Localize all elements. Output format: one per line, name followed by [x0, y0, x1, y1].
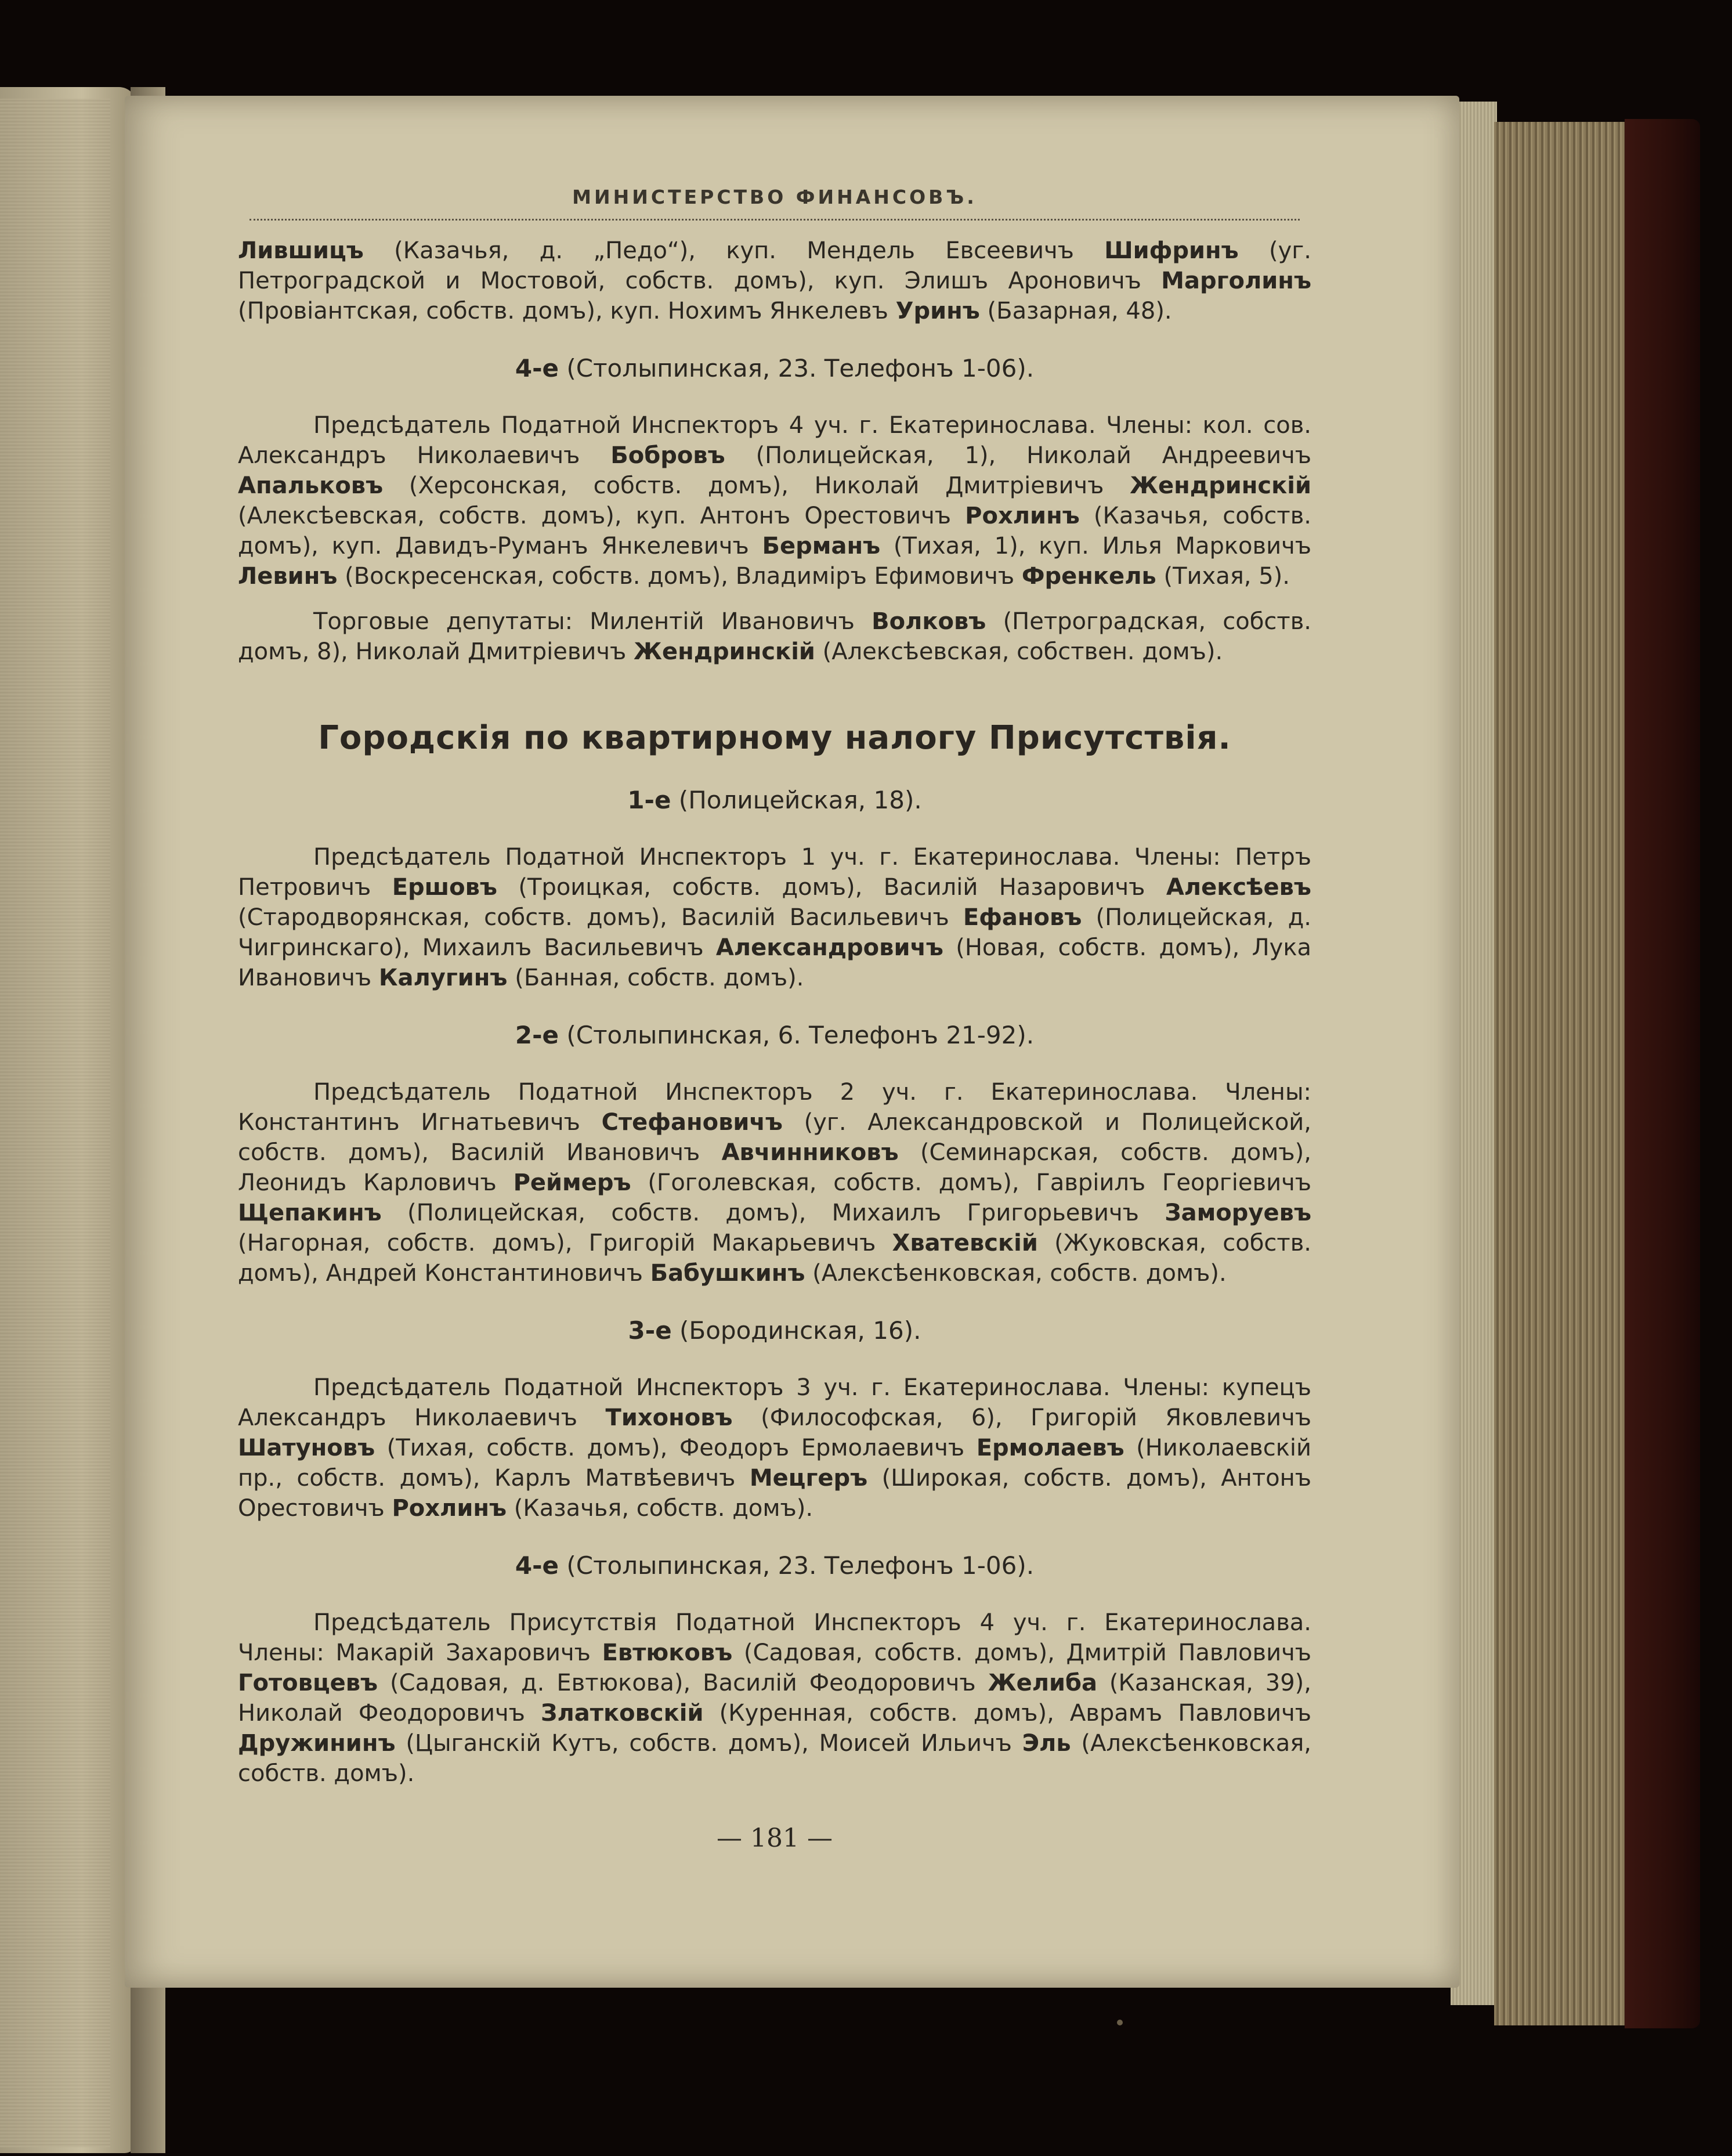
name: Дружининъ — [238, 1730, 396, 1757]
text: (Жуковская, собств. домъ), Андрей Константиновичъ — [238, 1230, 1311, 1287]
header-rule — [250, 219, 1300, 221]
name: Златковскій — [541, 1700, 704, 1727]
text: (Алексѣевская, собств. домъ), куп. Антонъ Орестовичъ — [238, 503, 966, 529]
members-paragraph — [238, 1608, 1311, 1789]
subsection-heading — [238, 1551, 1311, 1580]
text: (уг. Александровской и Полицейской, собств. домъ), Василій Ивановичъ — [238, 1109, 1312, 1166]
intro-paragraph — [238, 236, 1311, 326]
text: (Семинарская, собств. домъ), Леонидъ Карловичъ — [238, 1139, 1311, 1196]
text: (Нагорная, собств. домъ), Григорій Макарьевичъ — [238, 1230, 892, 1256]
name: Бабушкинъ — [650, 1260, 805, 1287]
ink-speck — [1117, 2020, 1123, 2025]
name: Стефановичъ — [601, 1109, 783, 1136]
name: Бобровъ — [610, 442, 725, 469]
name: Алексѣевъ — [1166, 874, 1311, 901]
name: Готовцевъ — [238, 1670, 378, 1696]
subsection-number: 2-е — [515, 1021, 559, 1049]
members-paragraph — [238, 1077, 1311, 1288]
members-paragraph — [238, 842, 1311, 993]
text: (Полицейская, собств. домъ), Михаилъ Григорьевичъ — [381, 1200, 1165, 1226]
subsection-heading — [238, 354, 1311, 382]
text: (Цыганскій Кутъ, собств. домъ), Моисей Ильичъ — [395, 1730, 1022, 1757]
text: Предсѣдатель Податной Инспекторъ 2 уч. г. Екатеринослава. Члены: Константинъ Игнатьевичъ — [238, 1079, 1311, 1136]
name: Волковъ — [872, 608, 986, 635]
subsection-number: 1-е — [627, 786, 671, 814]
section-title: Городскія по квартирному налогу Присутствія. — [318, 719, 1231, 757]
name: Шатуновъ — [238, 1435, 375, 1461]
text: (Петроградская, собств. домъ, 8), Николай Дмитріевичъ — [238, 608, 1311, 665]
text: (Провіантская, собств. домъ), куп. Нохимъ Янкелевъ — [238, 298, 896, 324]
text: (Гоголевская, собств. домъ), Гавріилъ Георгіевичъ — [631, 1169, 1311, 1196]
text: (Алексѣевская, собствен. домъ). — [815, 638, 1223, 665]
page-number: — 181 — — [717, 1823, 833, 1853]
name: Хватевскій — [892, 1230, 1038, 1256]
text: Предсѣдатель Податной Инспекторъ 1 уч. г. Екатеринослава. Члены: Петръ Петровичъ — [238, 844, 1311, 901]
name: Рохлинъ — [392, 1495, 507, 1522]
name: Александровичъ — [715, 934, 943, 961]
text: (Философская, 6), Григорій Яковлевичъ — [732, 1404, 1311, 1431]
text: (уг. Петроградской и Мостовой, собств. домъ), куп. Элишъ Ароновичъ — [238, 237, 1312, 294]
name: Шифринъ — [1104, 237, 1239, 264]
text: (Алексѣенковская, собств. домъ). — [805, 1260, 1227, 1287]
name: Апальковъ — [238, 472, 384, 499]
name: Левинъ — [238, 563, 338, 590]
running-head: МИНИСТЕРСТВО ФИНАНСОВЪ. — [572, 186, 977, 208]
name: Ефановъ — [963, 904, 1082, 931]
text: (Алексѣенковская, собств. домъ). — [238, 1730, 1312, 1787]
text: (Николаевскій пр., собств. домъ), Карлъ Матвѣевичъ — [238, 1435, 1311, 1491]
name: Щепакинъ — [238, 1200, 382, 1226]
text: (Стародворянская, собств. домъ), Василій Васильевичъ — [238, 904, 963, 931]
subsection-heading — [238, 786, 1311, 814]
text: (Новая, собств. домъ), Лука Ивановичъ — [238, 934, 1312, 991]
text: Предсѣдатель Податной Инспекторъ 4 уч. г. Екатеринослава. Члены: кол. сов. Александръ Николаевичъ — [238, 412, 1311, 469]
name: Уринъ — [895, 298, 980, 324]
name: Жендринскій — [634, 638, 815, 665]
text: (Садовая, д. Евтюкова), Василій Феодоровичъ — [378, 1670, 988, 1696]
deputies-paragraph — [238, 606, 1311, 667]
name: Заморуевъ — [1165, 1200, 1311, 1226]
name: Евтюковъ — [602, 1639, 733, 1666]
text: (Полицейская, д. Чигринскаго), Михаилъ Васильевичъ — [238, 904, 1311, 961]
subsection-address: (Столыпинская, 23. Телефонъ 1-06). — [559, 354, 1035, 382]
text: Предсѣдатель Присутствія Податной Инспекторъ 4 уч. г. Екатеринослава. Члены: Макарій Захаровичъ — [238, 1609, 1311, 1666]
text: Торговые депутаты: Милентій Ивановичъ — [313, 608, 872, 635]
text: (Тихая, 1), куп. Илья Марковичъ — [880, 533, 1311, 559]
name: Тихоновъ — [605, 1404, 733, 1431]
text: (Куренная, собств. домъ), Аврамъ Павловичъ — [703, 1700, 1312, 1727]
subsection-number: 3-е — [628, 1316, 672, 1345]
subsection-address: (Столыпинская, 6. Телефонъ 21-92). — [559, 1021, 1035, 1049]
book-fore-edge — [1494, 122, 1633, 2025]
text: (Тихая, собств. домъ), Феодоръ Ермолаевичъ — [375, 1435, 977, 1461]
text: (Троицкая, собств. домъ), Василій Назаровичъ — [497, 874, 1166, 901]
name: Берманъ — [762, 533, 881, 559]
subsection-heading — [238, 1316, 1311, 1345]
text: (Базарная, 48). — [979, 298, 1172, 324]
name: Рохлинъ — [965, 503, 1080, 529]
name: Эль — [1022, 1730, 1071, 1757]
name: Авчинниковъ — [721, 1139, 899, 1166]
members-paragraph — [238, 1373, 1311, 1523]
text: (Полицейская, 1), Николай Андреевичъ — [725, 442, 1312, 469]
name: Лившицъ — [238, 237, 364, 264]
text: (Казанская, 39), Николай Феодоровичъ — [238, 1670, 1311, 1727]
name: Марголинъ — [1161, 268, 1311, 294]
subsection-address: (Столыпинская, 23. Телефонъ 1-06). — [559, 1551, 1035, 1580]
page-content — [238, 186, 1311, 1853]
subsection-address: (Бородинская, 16). — [671, 1316, 921, 1345]
book-cover — [1625, 119, 1700, 2028]
name: Реймеръ — [513, 1169, 631, 1196]
name: Калугинъ — [378, 965, 508, 991]
text: (Садовая, собств. домъ), Дмитрій Павловичъ — [732, 1639, 1311, 1666]
text: Предсѣдатель Податной Инспекторъ 3 уч. г. Екатеринослава. Члены: купецъ Александръ Николаевичъ — [238, 1374, 1311, 1431]
text: (Банная, собств. домъ). — [507, 965, 804, 991]
subsection-address: (Полицейская, 18). — [671, 786, 922, 814]
text: (Казачья, собств. домъ). — [507, 1495, 813, 1522]
subsection-heading — [238, 1021, 1311, 1049]
name: Ермолаевъ — [976, 1435, 1124, 1461]
text: (Херсонская, собств. домъ), Николай Дмитріевичъ — [383, 472, 1130, 499]
name: Мецгеръ — [749, 1465, 868, 1491]
text: (Воскресенская, собств. домъ), Владиміръ Ефимовичъ — [337, 563, 1022, 590]
subsection-number: 4-е — [515, 1551, 559, 1580]
name: Ершовъ — [392, 874, 497, 901]
left-page-edge — [0, 99, 110, 2147]
name: Френкель — [1021, 563, 1156, 590]
text: (Тихая, 5). — [1156, 563, 1290, 590]
name: Желиба — [988, 1670, 1097, 1696]
text: (Казачья, собств. домъ), куп. Давидъ-Руманъ Янкелевичъ — [238, 503, 1311, 559]
subsection-number: 4-е — [515, 354, 559, 382]
name: Жендринскій — [1130, 472, 1311, 499]
members-paragraph — [238, 410, 1311, 591]
text: (Широкая, собств. домъ), Антонъ Орестовичъ — [238, 1465, 1312, 1522]
text: (Казачья, д. „Педо“), куп. Мендель Евсеевичъ — [363, 237, 1105, 264]
